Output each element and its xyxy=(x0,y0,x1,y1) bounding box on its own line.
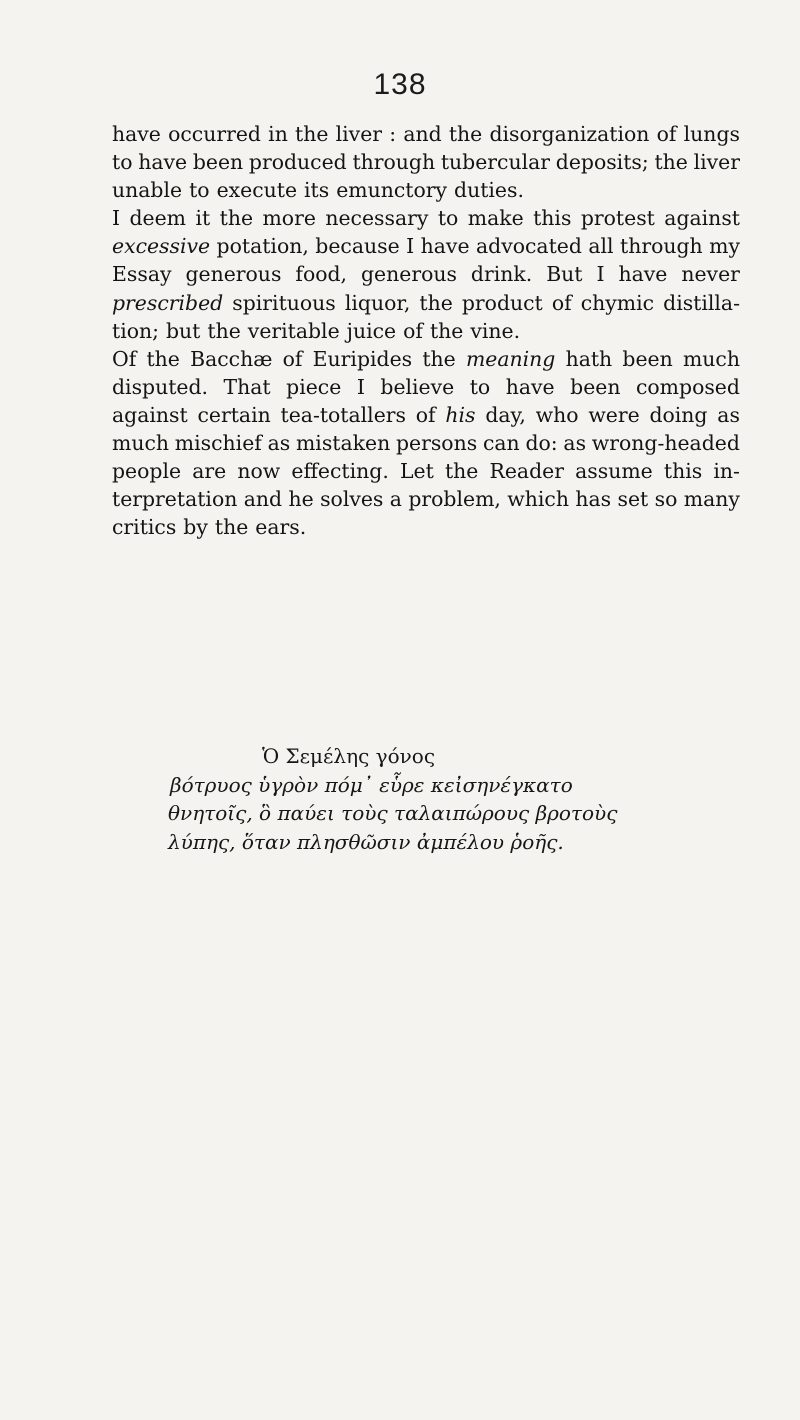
word: have xyxy=(138,150,188,175)
word: never xyxy=(681,262,740,287)
word: product xyxy=(461,290,543,315)
word: its xyxy=(304,178,330,203)
word: of xyxy=(656,122,677,146)
word: vine. xyxy=(470,318,521,343)
word: have xyxy=(618,262,668,287)
word: all xyxy=(588,234,614,259)
word: the xyxy=(419,290,453,315)
word: a xyxy=(389,487,402,512)
word: composed xyxy=(635,374,740,399)
word: through xyxy=(352,150,436,175)
text-line-2 xyxy=(112,148,740,176)
word: tion; xyxy=(112,318,159,343)
word: in xyxy=(268,122,288,146)
word: set xyxy=(617,487,649,512)
word: the xyxy=(654,150,688,175)
word: I xyxy=(356,374,365,399)
word: been xyxy=(192,150,244,175)
word: of xyxy=(415,402,436,427)
word: more xyxy=(262,206,316,231)
word: and xyxy=(403,122,442,146)
word: mischief xyxy=(174,431,262,456)
word: tea-totallers xyxy=(280,402,406,427)
text-line-13 xyxy=(112,457,740,485)
word: as xyxy=(717,402,740,427)
word: do: xyxy=(525,431,558,456)
word: Essay xyxy=(112,262,172,287)
word: persons xyxy=(395,431,478,456)
word: But xyxy=(546,262,583,287)
word: liquor, xyxy=(344,290,411,315)
word: my xyxy=(709,234,740,259)
greek-quotation xyxy=(168,742,688,856)
word: problem, xyxy=(408,487,501,512)
word: protest xyxy=(580,206,655,231)
word: through xyxy=(620,234,703,259)
greek-line-2: βότρυος ὑγρὸν πόμ᾽ εὗρε κεἰσηνέγκατο xyxy=(170,772,573,797)
text-line-1 xyxy=(112,120,740,148)
word: to xyxy=(189,178,210,203)
word: wrong-headed xyxy=(591,431,740,456)
word: produced xyxy=(248,150,347,175)
word: of xyxy=(403,318,423,343)
word: were xyxy=(588,402,640,427)
word: occurred xyxy=(168,122,261,146)
word: generous xyxy=(361,262,457,287)
word: execute xyxy=(216,178,298,203)
word: deem xyxy=(129,206,187,231)
word: lungs xyxy=(683,122,740,146)
word: of xyxy=(282,346,303,371)
word: potation, xyxy=(216,234,309,259)
word: ears. xyxy=(255,515,307,540)
word: and xyxy=(243,487,283,512)
word: chymic xyxy=(580,290,655,315)
word: against xyxy=(112,402,188,427)
word: generous xyxy=(185,262,282,287)
word: assume xyxy=(575,459,653,484)
word: spirituous xyxy=(232,290,336,315)
word: deposits; xyxy=(555,150,649,175)
word: terpretation xyxy=(112,487,238,512)
word: doing xyxy=(649,402,708,427)
word: critics xyxy=(112,515,177,540)
word: but xyxy=(166,318,201,343)
word: have xyxy=(505,374,555,399)
word: been xyxy=(622,346,673,371)
word: the xyxy=(219,206,254,231)
text-line-15 xyxy=(112,513,740,541)
word: this xyxy=(533,206,572,231)
word: can xyxy=(482,431,520,456)
word: food, xyxy=(295,262,348,287)
word: liver xyxy=(335,122,383,146)
word: That xyxy=(223,374,271,399)
word: Let xyxy=(399,459,434,484)
word: by xyxy=(183,515,208,540)
word: the xyxy=(429,318,464,343)
text-line-6 xyxy=(112,260,740,288)
word: now xyxy=(237,459,281,484)
word: to xyxy=(469,374,491,399)
text-line-10 xyxy=(112,373,740,401)
italic-word: his xyxy=(445,402,476,427)
word: distilla- xyxy=(663,290,740,315)
word: been xyxy=(570,374,621,399)
word: Reader xyxy=(489,459,564,484)
word: Of xyxy=(112,346,137,371)
word: against xyxy=(664,206,740,231)
text-line-5 xyxy=(112,232,740,260)
word: the xyxy=(207,318,241,343)
word: advocated xyxy=(475,234,582,259)
word: emunctory xyxy=(336,178,448,203)
word: hath xyxy=(565,346,613,371)
word: I xyxy=(112,206,121,231)
word: much xyxy=(112,431,170,456)
word: certain xyxy=(197,402,271,427)
word: he xyxy=(288,487,314,512)
word: mistaken xyxy=(295,431,391,456)
word: to xyxy=(112,150,133,175)
greek-line-3: θνητοῖς, ὃ παύει τοὺς ταλαιπώρους βροτοὺς xyxy=(168,801,618,825)
word: as xyxy=(563,431,587,456)
word: as xyxy=(267,431,291,456)
word: the xyxy=(146,346,180,371)
word: much xyxy=(682,346,740,371)
greek-line-4: λύπης, ὅταν πλησθῶσιν ἀμπέλου ῥοῆς. xyxy=(168,829,564,854)
text-line-7 xyxy=(112,289,740,317)
word: I xyxy=(406,234,415,259)
word: because xyxy=(315,234,400,259)
word: in- xyxy=(713,459,740,484)
word: many xyxy=(683,487,740,512)
word: to xyxy=(437,206,459,231)
word: who xyxy=(535,402,579,427)
word: Euripides xyxy=(312,346,413,371)
text-line-4 xyxy=(112,204,740,232)
word: are xyxy=(192,459,227,484)
word: have xyxy=(112,122,161,146)
word: drink. xyxy=(470,262,533,287)
text-line-12 xyxy=(112,429,740,457)
word: I xyxy=(596,262,605,287)
italic-word: prescribed xyxy=(112,290,224,315)
word: solves xyxy=(320,487,384,512)
word: necessary xyxy=(325,206,429,231)
word: the xyxy=(444,459,479,484)
text-line-9 xyxy=(112,345,740,373)
text-line-8 xyxy=(112,317,740,345)
word: so xyxy=(654,487,678,512)
word: disorganization xyxy=(489,122,650,146)
word: make xyxy=(467,206,524,231)
word: unable xyxy=(112,178,183,203)
word: effecting. xyxy=(291,459,389,484)
word: of xyxy=(551,290,572,315)
word: disputed. xyxy=(112,374,209,399)
word: which xyxy=(507,487,569,512)
word: juice xyxy=(346,318,397,343)
word: this xyxy=(663,459,703,484)
italic-word: excessive xyxy=(112,234,211,259)
word: the xyxy=(448,122,483,146)
word: has xyxy=(575,487,612,512)
word: liver xyxy=(693,150,740,175)
word: piece xyxy=(286,374,342,399)
word: veritable xyxy=(247,318,340,343)
word: duties. xyxy=(454,178,524,203)
text-line-11 xyxy=(112,401,740,429)
word: have xyxy=(420,234,470,259)
word: tubercular xyxy=(440,150,551,175)
word: believe xyxy=(380,374,455,399)
text-line-14 xyxy=(112,485,740,513)
word: : xyxy=(389,122,397,146)
italic-word: meaning xyxy=(465,346,556,371)
word: people xyxy=(112,459,182,484)
word: the xyxy=(295,122,329,146)
body-text xyxy=(112,120,740,541)
greek-line-1: Ὁ Σεμέλης γόνος xyxy=(262,744,436,768)
word: day, xyxy=(485,402,526,427)
word: the xyxy=(214,515,249,540)
page-number: 138 xyxy=(373,68,427,101)
word: Bacchæ xyxy=(190,346,273,371)
word: it xyxy=(195,206,211,231)
word: the xyxy=(422,346,456,371)
text-line-3 xyxy=(112,176,740,204)
